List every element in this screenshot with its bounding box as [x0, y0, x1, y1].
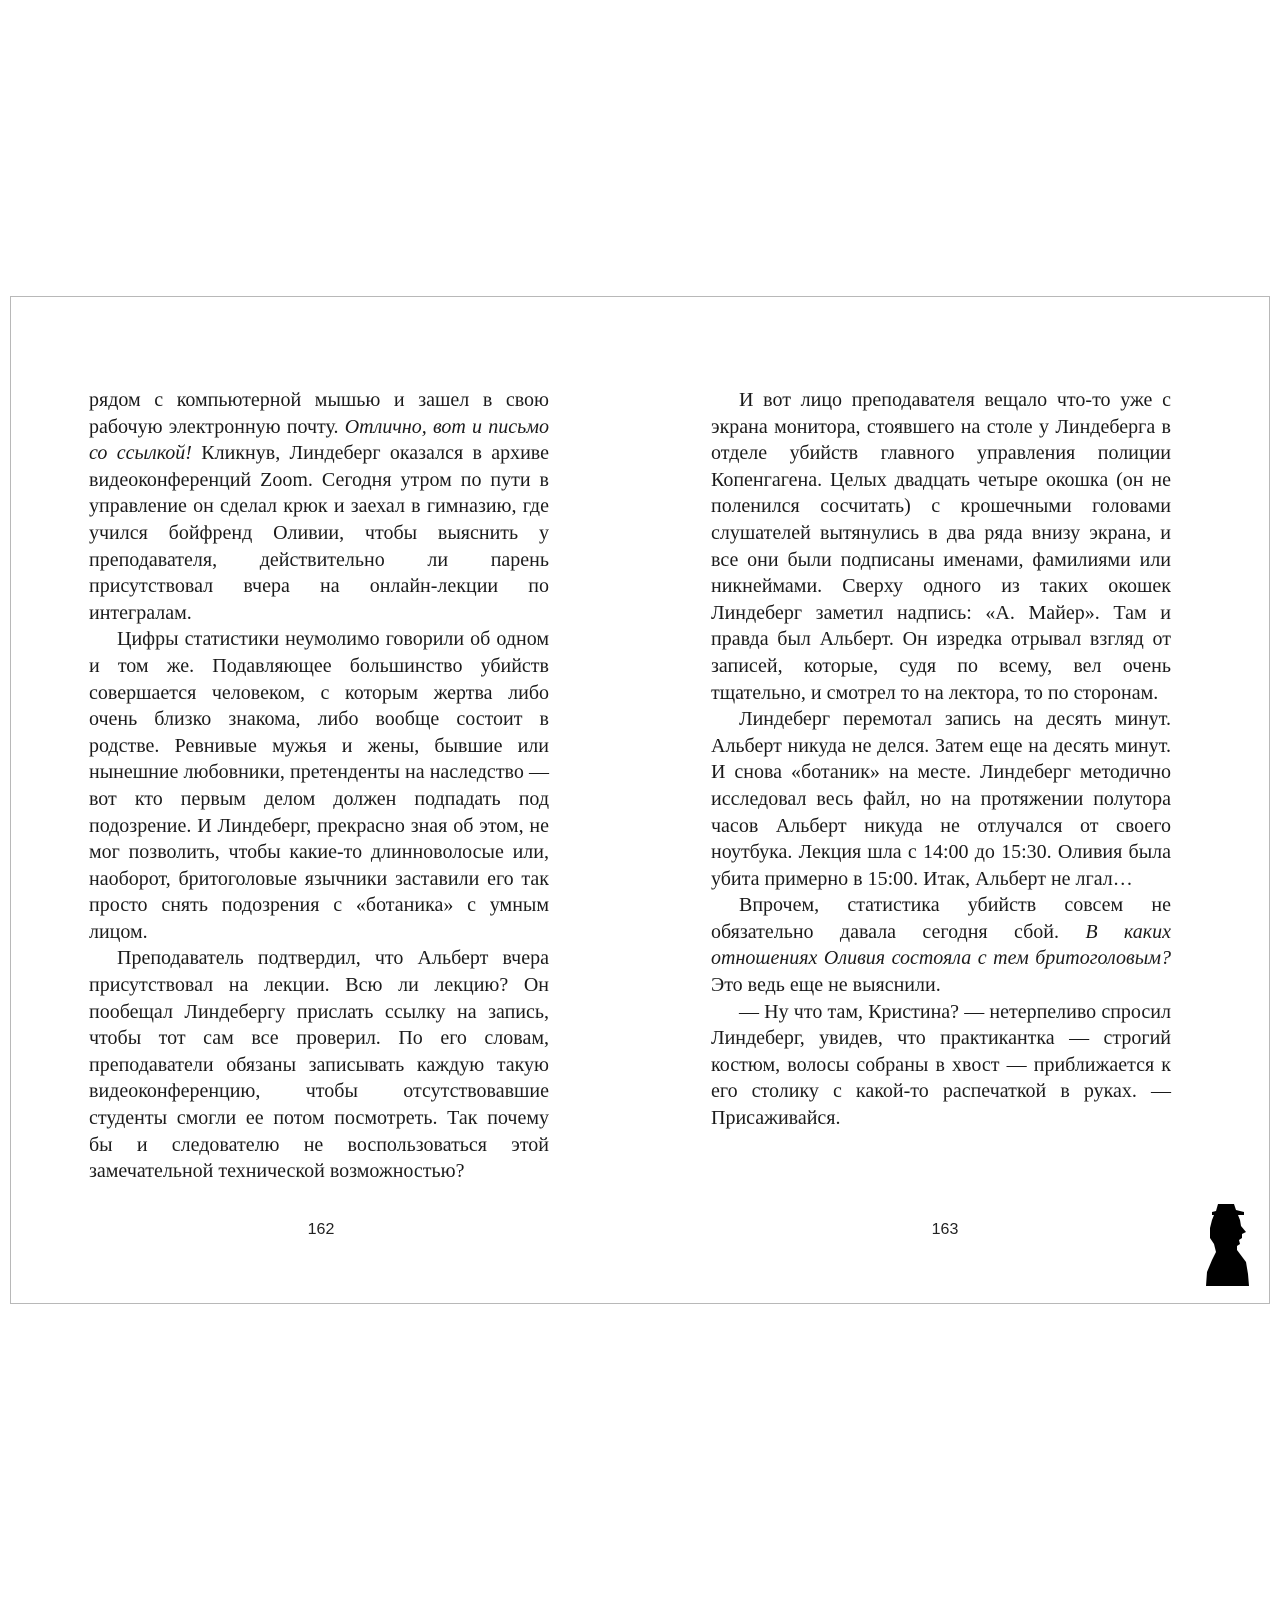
book-spread: [10, 296, 1270, 1304]
page-number-right: 163: [931, 1221, 959, 1238]
page-number-left: 162: [307, 1221, 335, 1238]
paragraph: Преподаватель подтвердил, что Альберт вчера присутствовал на лекции. Всю ли лекцию? Он пообещал Линдебергу прислать ссылку на запись, чтобы тот сам все проверил. По его словам, преподаватели обязаны записывать каждую такую видеоконференцию, чтобы отсутствовавшие студенты смогли ее потом посмотреть. Так почему бы и следователю не воспользоваться этой замечательной технической возможностью?: [89, 947, 549, 1183]
text-run: Это ведь еще не выяснили.: [711, 974, 941, 997]
right-page-text: [711, 387, 1171, 1132]
italic-text-run: В каких отношениях Оливия состояла с тем бритоголовым?: [711, 920, 1172, 970]
text-run: Кликнув, Линдеберг оказался в архиве видеоконференций Zoom. Сегодня утром по пути в управление он сделал крюк и заехал в гимназию, где учился бойфренд Оливии, чтобы выяснить у преподавателя, действительно ли парень присутствовал вчера на онлайн-лекции по интегралам.: [89, 442, 550, 624]
detective-silhouette-icon: [1204, 1202, 1250, 1286]
text-run: Впрочем, статистика убийств совсем не обязательно давала сегодня сбой.: [711, 894, 1171, 943]
text-run: рядом с компьютерной мышью и зашел в свою рабочую электронную почту.: [89, 389, 549, 438]
left-page-text: [89, 387, 549, 1185]
paragraph: И вот лицо преподавателя вещало что-то уже с экрана монитора, стоявшего на столе у Линдеберга в отделе убийств главного управления полиции Копенгагена. Целых двадцать четыре окошка (он не поленился сосчитать) с крошечными головами слушателей вытянулись в два ряда внизу экрана, и все они были подписаны именами, фамилиями или никнеймами. Сверху одного из таких окошек Линдеберг заметил надпись: «А. Майер». Там и правда был Альберт. Он изредка отрывал взгляд от записей, которые, судя по всему, вел очень тщательно, и смотрел то на лектора, то по сторонам.: [711, 389, 1171, 704]
paragraph: Цифры статистики неумолимо говорили об одном и том же. Подавляющее большинство убийств совершается человеком, с которым жертва либо очень близко знакома, либо вообще состоит в родстве. Ревнивые мужья и жены, бывшие или нынешние любовники, претенденты на наследство — вот кто первым делом должен подпадать под подозрение. И Линдеберг, прекрасно зная об этом, не мог позволить, чтобы какие-то длинноволосые или, наоборот, бритоголовые язычники заставили его так просто снять подозрения с «ботаника» с умным лицом.: [89, 628, 549, 943]
paragraph: [711, 892, 1171, 998]
paragraph: Линдеберг перемотал запись на десять минут. Альберт никуда не делся. Затем еще на десять минут. И снова «ботаник» на месте. Линдеберг методично исследовал весь файл, но на протяжении полутора часов Альберт никуда не отлучался от своего ноутбука. Лекция шла с 14:00 до 15:30. Оливия была убита примерно в 15:00. Итак, Альберт не лгал…: [711, 708, 1171, 890]
paragraph: [89, 387, 549, 626]
italic-text-run: Отлично, вот и письмо со ссылкой!: [89, 415, 549, 465]
paragraph: — Ну что там, Кристина? — нетерпеливо спросил Линдеберг, увидев, что практикантка — строгий костюм, волосы собраны в хвост — приближается к его столику с какой-то распечаткой в руках. — Присаживайся.: [711, 1000, 1171, 1130]
